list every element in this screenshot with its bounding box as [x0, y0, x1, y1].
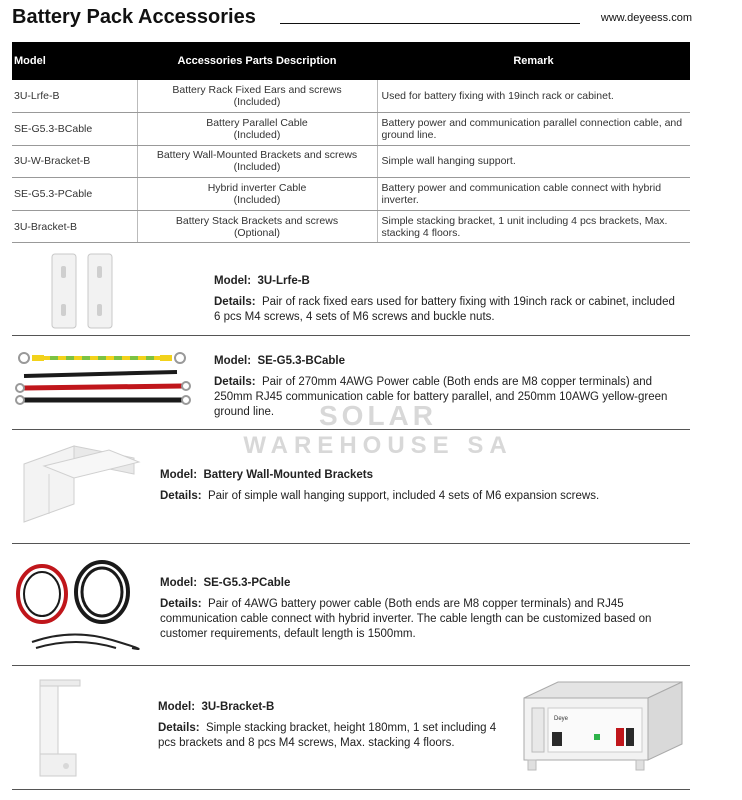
section-wall-brackets: [12, 430, 690, 544]
model-name: Battery Wall-Mounted Brackets: [203, 469, 374, 481]
model-line: [160, 576, 684, 591]
model-label: Model:: [214, 355, 252, 367]
table-row: [12, 145, 690, 178]
page-header: [12, 6, 692, 32]
watermark-line-1: SOLAR: [319, 400, 437, 431]
wall-bracket-image: [14, 444, 144, 534]
section-inverter-cable: [12, 544, 690, 666]
table-row: [12, 178, 690, 211]
details-label: Details:: [214, 376, 256, 388]
cell-model: 3U-W-Bracket-B: [12, 145, 137, 178]
table-row: [12, 113, 690, 146]
description-note: (Optional): [233, 226, 281, 239]
details-label: Details:: [160, 490, 202, 502]
model-label: Model:: [160, 469, 198, 481]
model-line: [160, 468, 680, 483]
parallel-cable-image: [12, 348, 192, 408]
website-link[interactable]: www.deyeess.com: [600, 12, 692, 24]
model-name: 3U-Lrfe-B: [257, 275, 310, 287]
cell-remark: Battery power and communication cable connect with hybrid inverter.: [377, 178, 690, 211]
cell-model: SE-G5.3-PCable: [12, 178, 137, 211]
model-line: [214, 274, 684, 289]
description-note: (Included): [233, 161, 281, 174]
section-stack-bracket: [12, 666, 690, 790]
description-text: Hybrid inverter Cable: [207, 182, 307, 195]
details-line: [160, 597, 684, 642]
model-name: 3U-Bracket-B: [201, 701, 275, 713]
description-text: Battery Wall-Mounted Brackets and screws: [156, 149, 358, 162]
section-rack-ears: [12, 244, 690, 336]
cell-remark: Battery power and communication parallel connection cable, and ground line.: [377, 113, 690, 146]
details-line: [214, 295, 684, 325]
accessories-table: [12, 42, 690, 243]
description-note: (Included): [233, 96, 281, 109]
model-label: Model:: [158, 701, 196, 713]
cell-model: 3U-Lrfe-B: [12, 80, 137, 113]
details-line: [160, 489, 680, 504]
title-rule: [280, 23, 580, 24]
model-line: [158, 700, 508, 715]
description-note: (Included): [233, 194, 281, 207]
cell-description: [137, 210, 377, 243]
details-line: [158, 721, 508, 751]
rack-ears-image: [48, 252, 118, 330]
inverter-cable-image: [12, 556, 142, 666]
details-text: Pair of rack fixed ears used for battery fixing with 19inch rack or cabinet, included 6 pcs M4 screws, 4 sets of M6 screws and buckle nuts.: [214, 296, 675, 323]
model-label: Model:: [214, 275, 252, 287]
details-label: Details:: [214, 296, 256, 308]
cell-remark: Simple stacking bracket, 1 unit including 4 pcs brackets, Max. stacking 4 floors.: [377, 210, 690, 243]
cell-remark: Used for battery fixing with 19inch rack or cabinet.: [377, 80, 690, 113]
model-line: [214, 354, 690, 369]
model-name: SE-G5.3-BCable: [257, 355, 346, 367]
table-header-row: [12, 42, 690, 80]
table-row: [12, 80, 690, 113]
details-label: Details:: [160, 598, 202, 610]
cell-description: [137, 178, 377, 211]
stack-bracket-image: [32, 676, 92, 782]
watermark-line-2: WAREHOUSE SA: [243, 432, 513, 459]
battery-brand-label: Deye: [554, 716, 569, 722]
details-text: Simple stacking bracket, height 180mm, 1 set including 4 pcs brackets and 8 pcs M4 screws, Max. stacking 4 floors.: [158, 722, 497, 749]
section-parallel-cable: [12, 336, 690, 430]
cell-model: SE-G5.3-BCable: [12, 113, 137, 146]
table-row: [12, 210, 690, 243]
model-name: SE-G5.3-PCable: [203, 577, 291, 589]
details-text: Pair of 270mm 4AWG Power cable (Both ends are M8 copper terminals) and 250mm RJ45 communication cable for battery parallel, and 250mm 10AWG yellow-green ground line.: [214, 376, 668, 418]
cell-description: [137, 145, 377, 178]
description-text: Battery Rack Fixed Ears and screws: [172, 84, 342, 97]
details-block: [160, 468, 680, 504]
details-text: Pair of 4AWG battery power cable (Both ends are M8 copper terminals) and RJ45 communication cable connect with hybrid inverter. The cable length can be customized based on customer requirements, default length is 1500mm.: [160, 598, 652, 640]
cell-remark: Simple wall hanging support.: [377, 145, 690, 178]
page-title: Battery Pack Accessories: [12, 6, 256, 28]
details-text: Pair of simple wall hanging support, included 4 sets of M6 expansion screws.: [207, 490, 600, 502]
column-header-model: Model: [12, 42, 137, 80]
cell-model: 3U-Bracket-B: [12, 210, 137, 243]
description-text: Battery Parallel Cable: [206, 116, 308, 129]
cell-description: [137, 113, 377, 146]
details-line: [214, 375, 690, 420]
details-block: [214, 274, 684, 325]
details-label: Details:: [158, 722, 200, 734]
model-label: Model:: [160, 577, 198, 589]
description-note: (Included): [233, 128, 281, 141]
details-block: [158, 700, 508, 751]
battery-module-image: [518, 678, 688, 774]
column-header-description: Accessories Parts Description: [137, 42, 377, 80]
column-header-remark: Remark: [377, 42, 690, 80]
details-block: [160, 576, 684, 642]
details-block: [214, 354, 690, 420]
description-text: Battery Stack Brackets and screws: [175, 214, 339, 227]
cell-description: [137, 80, 377, 113]
